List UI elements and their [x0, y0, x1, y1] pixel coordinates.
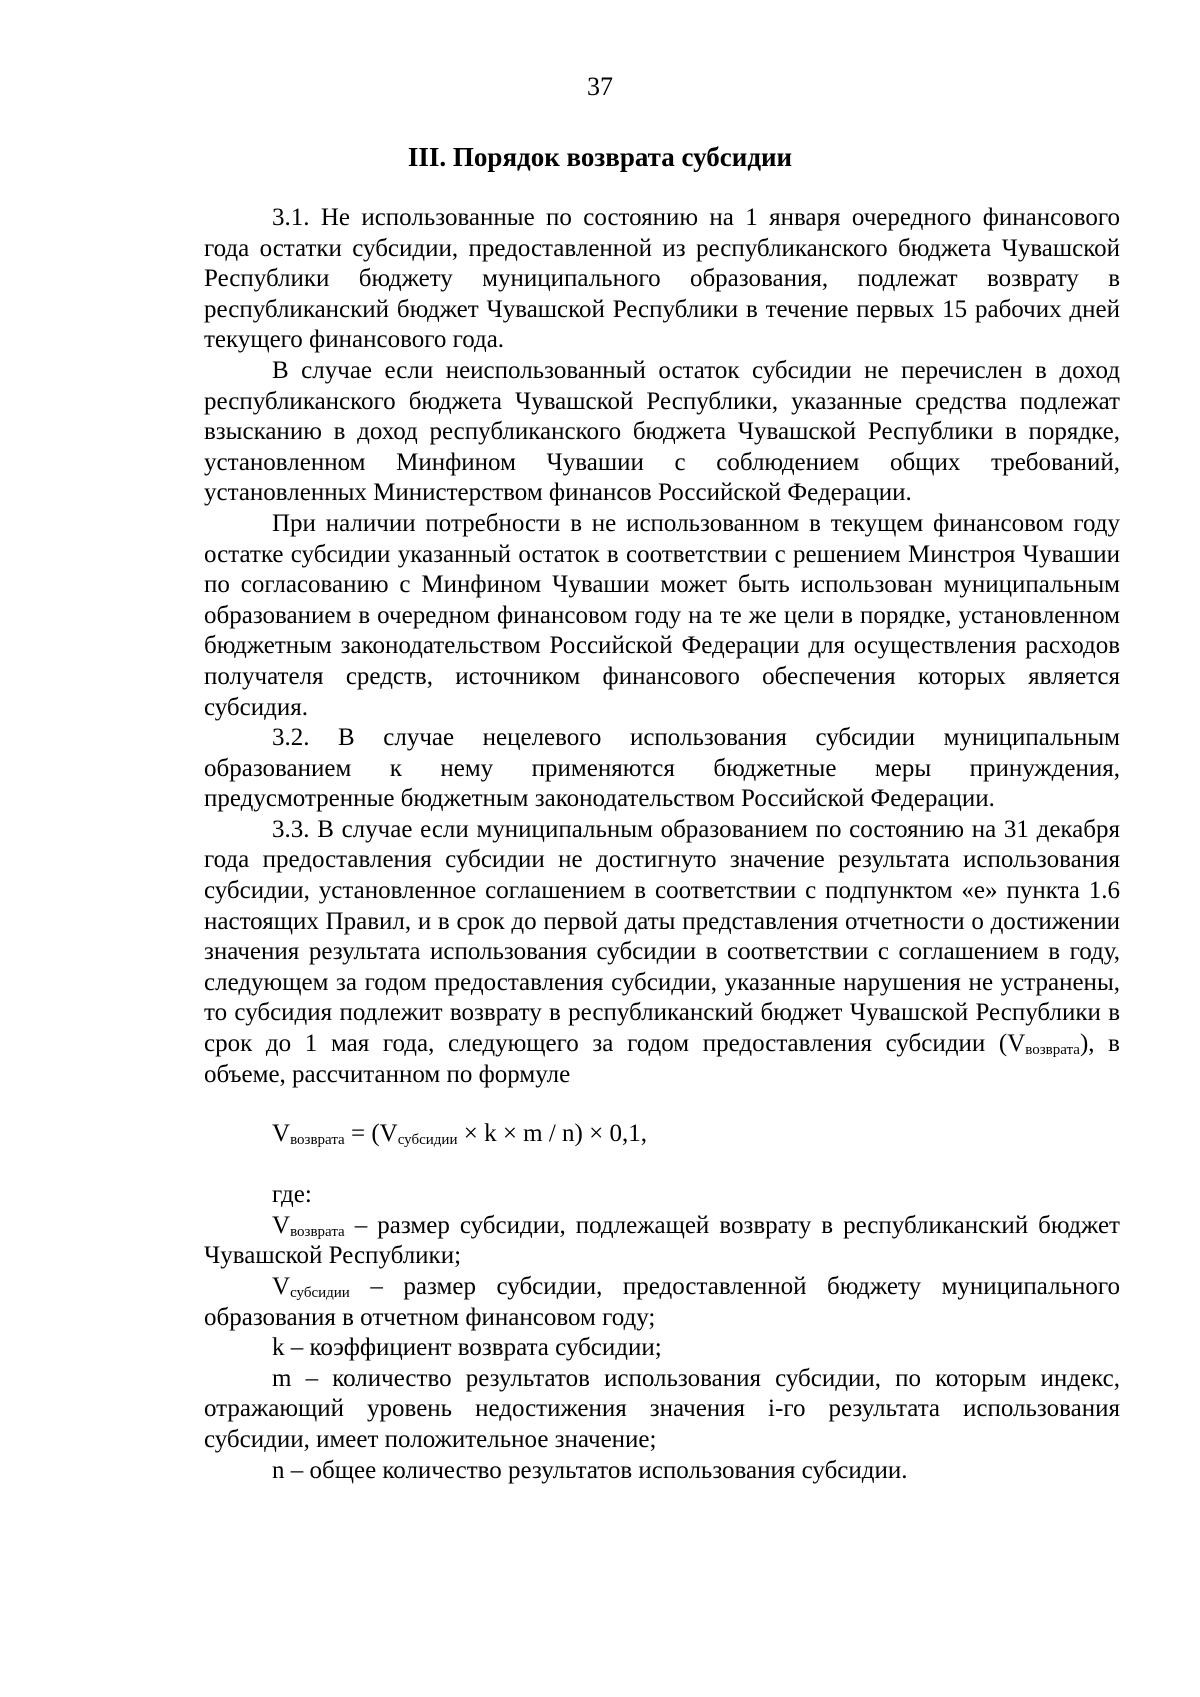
formula-sub-subsidy: субсидии	[397, 1132, 458, 1149]
definition-k: k – коэффициент возврата субсидии;	[272, 1334, 662, 1362]
paragraph-3-1-case: В случае если неиспользованный остаток субсидии не перечислен в доход республиканского бюджета Чувашской Республики, указанные средства подлежат взысканию в доход республиканского бюджета Чувашской Республики в порядке, установленном Минфином Чувашии с соблюдением общих требований, установленных Министерством финансов Российской Федерации.	[204, 356, 1120, 507]
paragraph-3-1-remainder: При наличии потребности в не использованном в текущем финансовом году остатке субсидии указанный остаток в соответствии с решением Минстроя Чувашии по согласованию с Минфином Чувашии может быть использован муниципальным образованием в очередном финансовом году на те же цели в порядке, установленном бюджетным законодательством Российской Федерации для осуществления расходов получателя средств, источником финансового обеспечения которых является субсидия.	[204, 509, 1120, 721]
definition-v-return-sub: возврата	[290, 1223, 345, 1240]
definition-m: m – количество результатов использования субсидии, по которым индекс, отражающий уровень недостижения значения i-го результата использования субсидии, имеет положительное значение;	[204, 1364, 1120, 1453]
definition-v-return	[204, 1211, 1120, 1272]
definition-v-subsidy	[204, 1272, 1120, 1333]
paragraph-3-3-text: 3.3. В случае если муниципальным образованием по состоянию на 31 декабря года предоставления субсидии не достигнуто значение результата использования субсидии, установленное соглашением в соответствии с подпунктом «е» пункта 1.6 настоящих Правил, и в срок до первой даты представления отчетности о достижении значения результата использования субсидии в соответствии с соглашением в году, следующем за годом предоставления субсидии, указанные нарушения не устранены, то субсидия подлежит возврату в республиканский бюджет Чувашской Республики в срок до 1 мая года, следующего за годом предоставления субсидии (V	[204, 815, 1120, 1058]
section-title: III. Порядок возврата субсидии	[407, 142, 793, 172]
formula-eq: = (V	[344, 1120, 398, 1148]
document-body	[204, 203, 1120, 1486]
definition-v-return-symbol: V	[272, 1211, 291, 1239]
definition-v-subsidy-sub: субсидии	[290, 1285, 350, 1301]
paragraph-3-2: 3.2. В случае нецелевого использования субсидии муниципальным образованием к нему применяются бюджетные меры принуждения, предусмотренные бюджетным законодательством Российской Федерации.	[204, 724, 1120, 813]
paragraph-3-3	[204, 815, 1120, 1090]
definition-n: n – общее количество результатов использования субсидии.	[272, 1456, 908, 1484]
definition-v-subsidy-text: – размер субсидии, предоставленной бюджету муниципального образования в отчетном финансовом году;	[204, 1273, 1120, 1331]
definitions-intro: где:	[272, 1181, 312, 1209]
definition-v-subsidy-symbol: V	[272, 1273, 291, 1300]
formula-rest: × k × m / n) × 0,1,	[457, 1120, 647, 1148]
page-number: 37	[587, 72, 613, 101]
paragraph-3-3-tail: ), в объеме, рассчитанном по формуле	[204, 1030, 1120, 1088]
formula-v: V	[272, 1120, 291, 1148]
return-formula	[204, 1114, 1120, 1154]
definition-v-return-text: – размер субсидии, подлежащей возврату в республиканский бюджет Чувашской Республики;	[204, 1211, 1120, 1270]
paragraph-3-1: 3.1. Не использованные по состоянию на 1 января очередного финансового года остатки субсидии, предоставленной из республиканского бюджета Чувашской Республики бюджету муниципального образования, подлежат возврату в республиканский бюджет Чувашской Республики в течение первых 15 рабочих дней текущего финансового года.	[204, 204, 1120, 354]
formula-sub-return: возврата	[290, 1132, 345, 1149]
paragraph-3-3-subscript: возврата	[1025, 1042, 1080, 1059]
